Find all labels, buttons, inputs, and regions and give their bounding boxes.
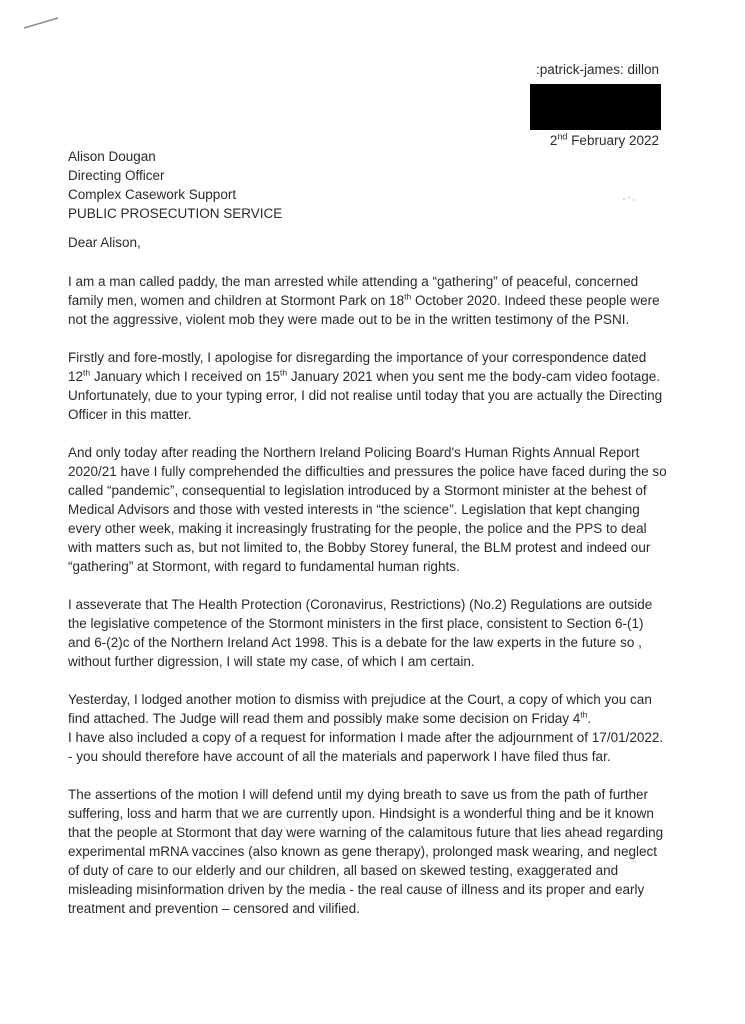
letter-date: 2nd February 2022 — [549, 131, 659, 148]
paragraph-4: I asseverate that The Health Protection (Coronavirus, Restrictions) (No.2) Regulations are outside the legislative competence of the Stormont ministers in the first place, consistent to Section 6-(1) and 6-(2)c of the Northern Ireland Act 1998. This is a debate for the law experts in the future so , without further digression, I will state my case, of which I am certain. — [68, 597, 653, 669]
recipient-name: Alison Dougan — [68, 149, 156, 164]
paragraph-6: The assertions of the motion I will defend until my dying breath to save us from the path of further suffering, loss and harm that we are currently upon. Hindsight is a wonderful thing and be it known that the people at Stormont that day were warning of the calamitous future that lies ahead regarding experimental mRNA vaccines (also known as gene therapy), prolonged mask wearing, and neglect of duty of care to our elderly and our children, all based on skewed testing, exaggerated and misleading misinformation driven by the media - the real cause of illness and its proper and early treatment and prevention – censored and vilified. — [68, 787, 664, 916]
sender-name: :patrick-james: dillon — [535, 62, 659, 77]
letter-body — [68, 272, 668, 937]
redacted-address-block — [530, 84, 661, 130]
paragraph-5: Yesterday, I lodged another motion to dismiss with prejudice at the Court, a copy of which you can find attached. The Judge will read them and possibly make some decision on Friday 4th. I have also included a copy of a request for information I made after the adjournment of 17/01/2022. - you should therefore have account of all the materials and paperwork I have filed thus far. — [68, 692, 664, 764]
recipient-address — [68, 147, 282, 223]
paragraph-1: I am a man called paddy, the man arrested while attending a “gathering” of peaceful, concerned family men, women and children at Stormont Park on 18th October 2020. Indeed these people were not the aggressive, violent mob they were made out to be in the written testimony of the PSNI. — [68, 274, 660, 327]
scan-speck — [622, 196, 638, 202]
paragraph-2: Firstly and fore-mostly, I apologise for disregarding the importance of your correspondence dated 12th January which I received on 15th January 2021 when you sent me the body-cam video footage. Unfortunately, due to your typing error, I did not realise until today that you are actually the Directing Officer in this matter. — [68, 350, 663, 422]
scan-mark — [22, 12, 62, 32]
recipient-department: Complex Casework Support — [68, 187, 237, 202]
paragraph-3: And only today after reading the Northern Ireland Policing Board's Human Rights Annual Report 2020/21 have I fully comprehended the difficulties and pressures the police have faced during the so called “pandemic”, consequential to legislation introduced by a Stormont minister at the behest of Medical Advisors and those with vested interests in “the science”. Legislation that kept changing every other week, making it increasingly frustrating for the people, the police and the PPS to deal with matters such as, but not limited to, the Bobby Storey funeral, the BLM protest and indeed our “gathering” at Stormont, with regard to fundamental human rights. — [68, 445, 667, 574]
recipient-title: Directing Officer — [68, 168, 165, 183]
recipient-organisation: PUBLIC PROSECUTION SERVICE — [68, 206, 283, 221]
salutation: Dear Alison, — [68, 235, 141, 250]
